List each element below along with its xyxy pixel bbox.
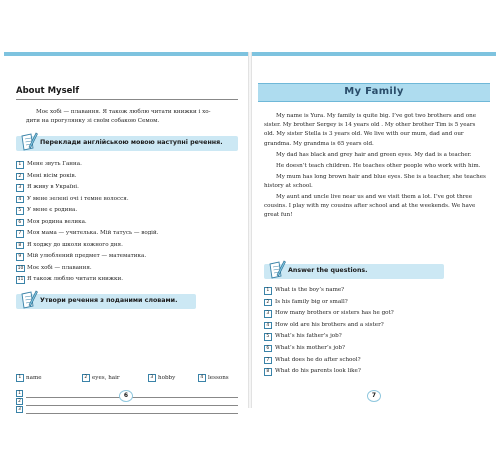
left-page-title: About Myself: [16, 86, 80, 96]
intro-line-1: Моє хобі — плавання. Я також люблю читати книжки і хо-: [36, 109, 211, 115]
title-underline: [16, 99, 238, 100]
list-item: 5 У мене є родина.: [16, 206, 238, 218]
task-answer-label: Answer the questions.: [288, 267, 368, 274]
answer-line[interactable]: 1: [16, 390, 238, 398]
list-item: 11 Я також люблю читати книжки.: [17, 276, 124, 282]
list-item: 4 How old are his brothers and a sister?: [264, 321, 486, 333]
question-list: [264, 286, 486, 379]
page-number-right: 7: [367, 390, 381, 402]
answer-line[interactable]: 3: [16, 406, 238, 414]
list-item: 2 Мені вісім років.: [16, 172, 238, 184]
list-item: 10 Моє хобі — плавання.: [17, 264, 92, 271]
word-item: 2 eyes, hair: [82, 374, 120, 382]
left-page: [4, 52, 248, 412]
pencil-notebook-icon: [20, 131, 38, 151]
task-translate-bar: [16, 136, 238, 151]
pencil-notebook-icon: [20, 289, 38, 309]
list-item: 6 Моя родина велика.: [16, 218, 238, 230]
paragraph: My aunt and uncle live near us and we visit them a lot. I’ve got three cousins. I play with my cousins after school and at the weekends. We have great fun!: [264, 193, 476, 219]
intro-line-2: дити на прогулянку зі своїм собакою Семом.: [26, 117, 160, 124]
list-item: 6 What’s his mother’s job?: [264, 344, 486, 356]
list-item: 7 What does he do after school?: [264, 356, 486, 368]
list-item: 3 How many brothers or sisters has he got?: [264, 309, 486, 321]
paragraph: My name is Yura. My family is quite big. I’ve got two brothers and one sister. My brother Sergey is 14 years old . My other brother Tim is 5 years old. My sister Stella is 3 years old. We live with our mum, dad and our grandma. My grandma is 65 years old.: [264, 113, 477, 147]
word-item: 3 hobby: [148, 374, 175, 382]
right-page-title: My Family: [344, 86, 404, 97]
word-bank: [16, 374, 238, 384]
list-item: 5 What’s his father’s job?: [264, 332, 486, 344]
list-item: 8 What do his parents look like?: [264, 367, 486, 379]
paragraph: My dad has black and grey hair and green eyes. My dad is a teacher.: [276, 151, 472, 158]
list-item: 9 Мій улюблений предмет — математика.: [16, 252, 238, 264]
list-item: 3 Я живу в Україні.: [16, 183, 238, 195]
intro-paragraph: [26, 108, 238, 126]
list-item: 8 Я ходжу до школи кожного дня.: [16, 241, 238, 253]
pencil-notebook-icon: [268, 259, 286, 279]
word-item: 4 lessons: [198, 374, 229, 382]
sentence-list: [16, 160, 238, 287]
list-item: 7 Моя мама — учителька. Мій татусь — водій.: [16, 229, 238, 241]
list-item: 2 Is his family big or small?: [264, 298, 486, 310]
list-item: 4 У мене зелені очі і темне волосся.: [16, 195, 238, 207]
task-translate-label: Переклади англійською мовою наступні речення.: [40, 139, 223, 146]
word-item: 1 name: [16, 374, 42, 382]
task-make-sentences-bar: [16, 294, 196, 309]
right-page: [252, 52, 496, 408]
task-answer-bar: [264, 264, 444, 279]
paragraph: He doesn’t teach children. He teaches other people who work with him.: [276, 162, 481, 169]
list-item: 1 What is the boy’s name?: [264, 286, 486, 298]
answer-line[interactable]: 2: [16, 398, 238, 406]
task-make-sentences-label: Утвори речення з поданими словами.: [40, 297, 178, 304]
paragraph: My mum has long brown hair and blue eyes. She is a teacher, she teaches history at school.: [264, 173, 486, 189]
reading-text: [264, 112, 486, 222]
title-banner: [258, 83, 490, 102]
list-item: 1 Мене звуть Ганна.: [16, 160, 238, 172]
book-spread: [4, 52, 496, 412]
page-number-left: 6: [119, 390, 133, 402]
